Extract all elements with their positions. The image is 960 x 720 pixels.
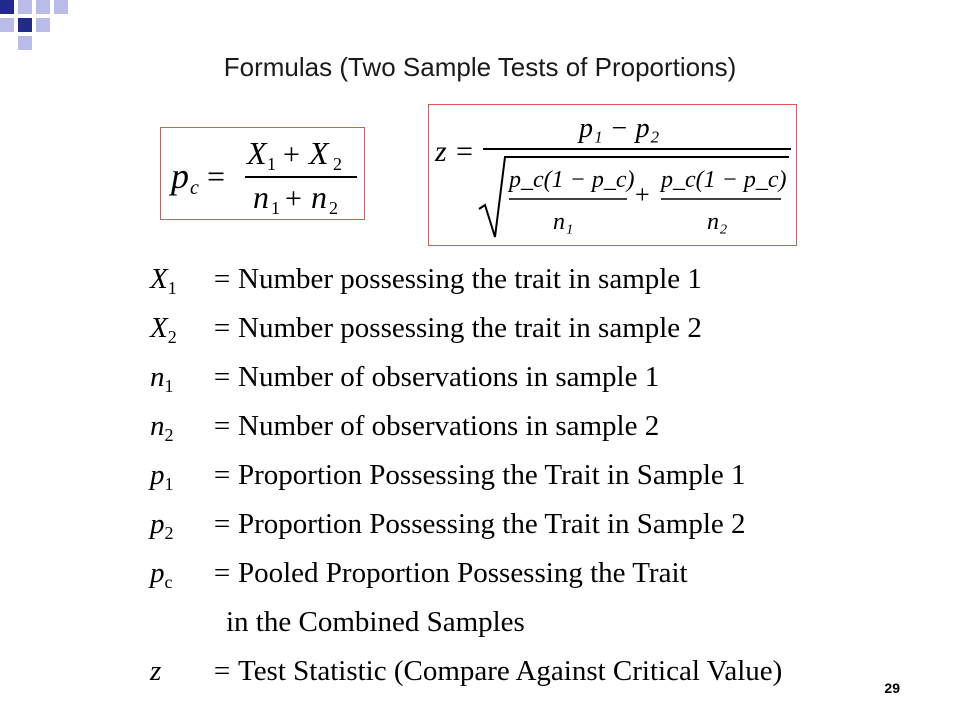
definition-text: Proportion Possessing the Trait in Sample 1 <box>238 459 746 491</box>
pc-denominator <box>253 179 338 218</box>
z-plus: + <box>635 180 650 209</box>
slide-title: Formulas (Two Sample Tests of Proportions) <box>223 52 737 82</box>
definition-text: Proportion Possessing the Trait in Sample 2 <box>238 508 746 540</box>
definition-row: $p_1$ = Proportion Possessing the Trait in Sample 1 <box>150 451 870 500</box>
definition-symbol: $p_c$ <box>150 557 173 592</box>
definition-symbol: $X_1$ <box>150 263 177 298</box>
definition-text: Number of observations in sample 1 <box>238 361 660 393</box>
definition-symbol: $n_1$ <box>150 361 174 396</box>
svg-text:X: X <box>309 135 329 171</box>
definition-row: z = Test Statistic (Compare Against Critical Value) <box>150 647 870 696</box>
definition-symbol: z <box>150 655 162 687</box>
z-term-left: p_c(1 − p_c) <box>509 167 635 193</box>
svg-text:n: n <box>311 179 327 215</box>
definition-symbol: $p_2$ <box>150 508 174 543</box>
definition-text: in the Combined Samples <box>226 606 525 638</box>
definition-text: Number possessing the trait in sample 2 <box>238 312 702 344</box>
definition-text: Number of observations in sample 2 <box>238 410 660 442</box>
svg-text:1: 1 <box>271 198 280 218</box>
z-term-right: p_c(1 − p_c) <box>661 167 787 193</box>
definition-text: Number possessing the trait in sample 1 <box>238 263 702 295</box>
svg-text:+: + <box>283 138 300 171</box>
definition-symbol: $p_1$ <box>150 459 174 494</box>
svg-text:X: X <box>247 135 267 171</box>
definition-row: $p_c$ = Pooled Proportion Possessing the Trait <box>150 549 870 598</box>
svg-text:+: + <box>285 182 302 215</box>
z-lhs: z = <box>435 135 475 168</box>
z-statistic-formula <box>428 104 797 246</box>
pc-numerator <box>245 135 342 174</box>
page-number: 29 <box>884 680 900 696</box>
svg-text:2: 2 <box>329 198 338 218</box>
definition-symbol: $X_2$ <box>150 312 177 347</box>
pc-sub: c <box>190 177 199 199</box>
pc-symbol: p <box>171 156 189 196</box>
definition-row: $X_1$ = Number possessing the trait in sample 1 <box>150 255 870 304</box>
z-statistic-svg <box>429 105 796 245</box>
definition-symbol: $n_2$ <box>150 410 174 445</box>
pooled-proportion-svg <box>161 128 364 219</box>
definition-text: Pooled Proportion Possessing the Trait <box>238 557 688 589</box>
svg-text:n: n <box>253 179 269 215</box>
definition-row-continuation <box>150 598 870 647</box>
definition-row: $n_1$ = Number of observations in sample 1 <box>150 353 870 402</box>
definition-row: $p_2$ = Proportion Possessing the Trait in Sample 2 <box>150 500 870 549</box>
pc-equals: = <box>207 158 226 194</box>
definition-text: Test Statistic (Compare Against Critical Value) <box>238 655 783 687</box>
pooled-proportion-formula <box>160 127 365 220</box>
z-denom-left: n₁ <box>553 209 574 235</box>
definition-row: $n_2$ = Number of observations in sample 2 <box>150 402 870 451</box>
z-numerator: p₁ − p₂ <box>579 113 660 144</box>
definition-row: $X_2$ = Number possessing the trait in sample 2 <box>150 304 870 353</box>
z-denom-right: n₂ <box>707 209 728 235</box>
svg-text:1: 1 <box>267 154 276 174</box>
slide-corner-logo-icon <box>0 0 80 60</box>
definitions-list <box>150 255 870 696</box>
svg-text:2: 2 <box>333 154 342 174</box>
